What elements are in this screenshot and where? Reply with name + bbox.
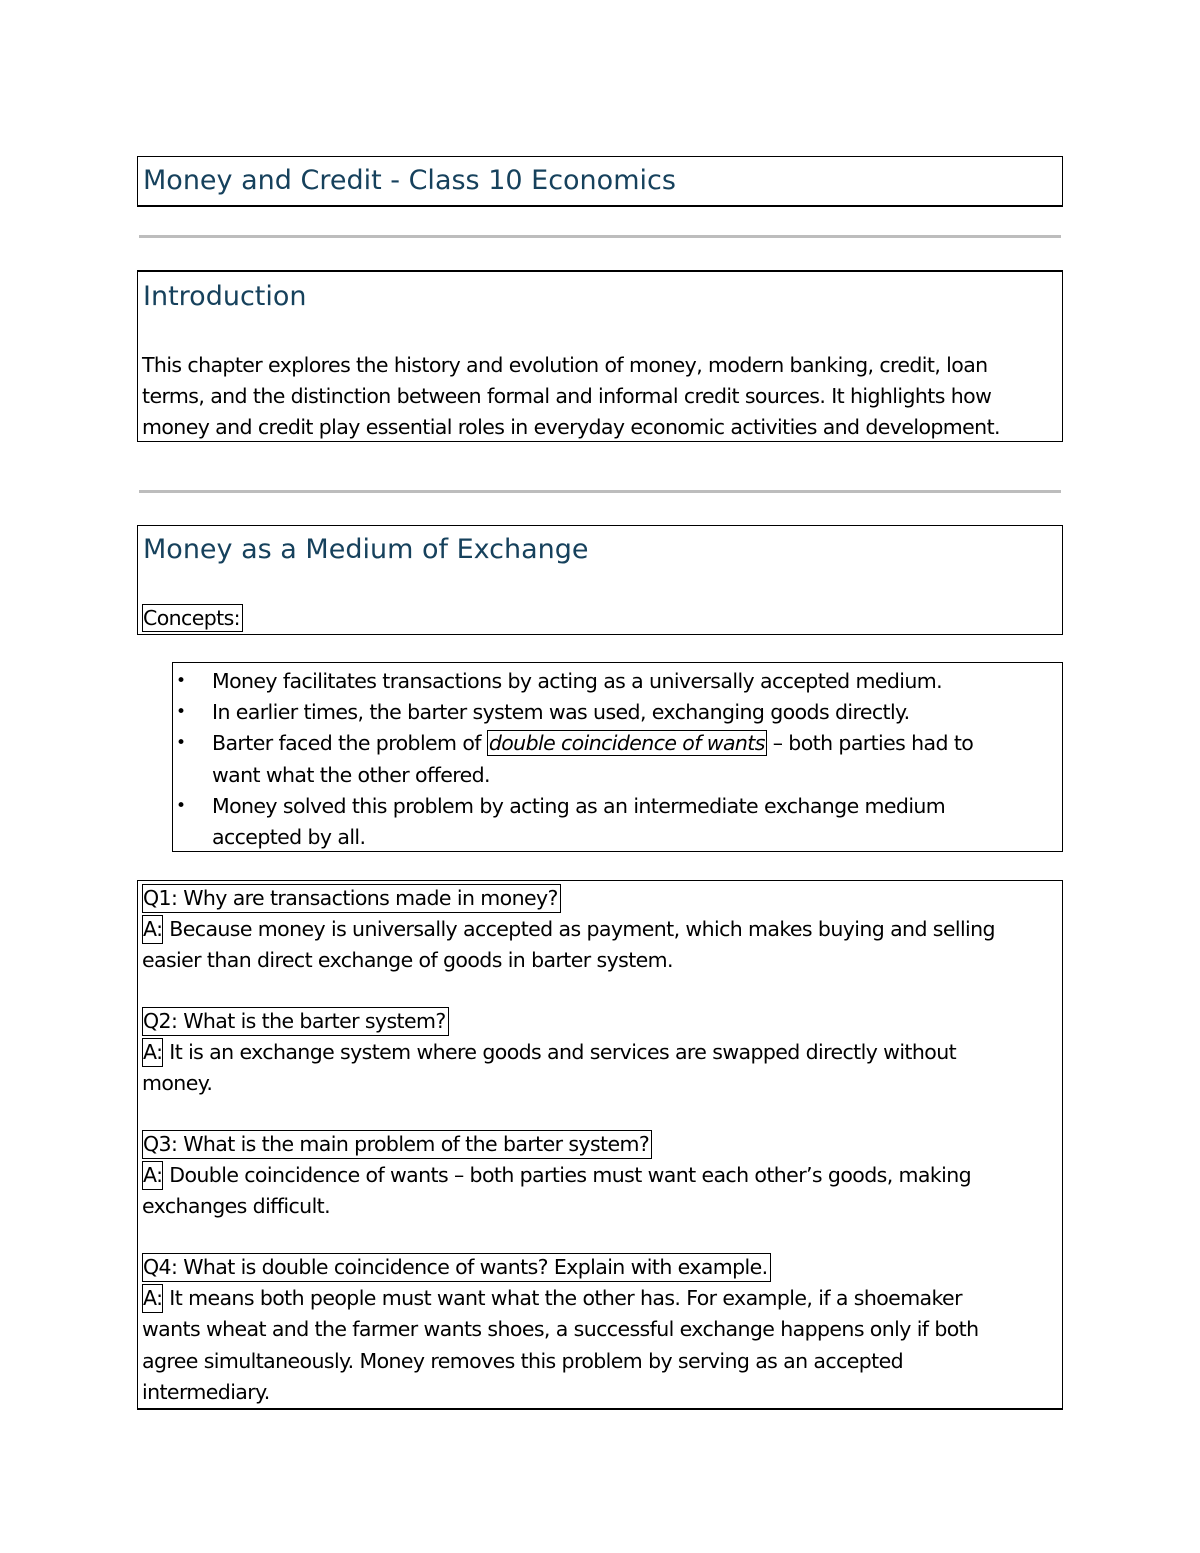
qa-item: [142, 883, 1060, 977]
divider: [139, 490, 1061, 493]
answer-tag: A:: [142, 1038, 163, 1067]
title-box: [137, 156, 1063, 207]
list-item-text: Money solved this problem by acting as an intermediate exchange medium: [212, 793, 946, 818]
bullet-icon: •: [176, 733, 186, 754]
qa-item: [142, 1252, 1060, 1408]
bullet-icon: •: [176, 702, 186, 723]
qa-section: [137, 880, 1063, 1410]
emphasis-term: double coincidence of wants: [488, 731, 765, 756]
list-item-text: want what the other offered.: [212, 762, 490, 787]
answer-text: exchanges difficult.: [142, 1194, 331, 1219]
list-item: [173, 697, 1062, 728]
answer-text: Because money is universally accepted as payment, which makes buying and selling: [163, 917, 995, 942]
answer-tag: A:: [142, 1161, 163, 1190]
introduction-heading: Introduction: [143, 281, 307, 312]
bullet-icon: •: [176, 795, 186, 816]
list-item-text: Money facilitates transactions by acting as a universally accepted medium.: [212, 669, 943, 693]
introduction-line: money and credit play essential roles in everyday economic activities and development.: [142, 415, 1000, 440]
introduction-line: This chapter explores the history and evolution of money, modern banking, credit, loan: [142, 353, 988, 377]
list-item: [173, 791, 1062, 853]
list-item: [173, 728, 1062, 790]
list-item-text: Barter faced the problem of: [212, 731, 487, 756]
qa-item: [142, 1006, 1060, 1100]
answer-tag: A:: [142, 1284, 163, 1313]
question: Q2: What is the barter system?: [142, 1007, 449, 1036]
question: Q3: What is the main problem of the barter system?: [142, 1130, 652, 1159]
list-item-text: In earlier times, the barter system was used, exchanging goods directly.: [212, 700, 910, 725]
divider: [139, 235, 1061, 238]
page-title: Money and Credit - Class 10 Economics: [143, 165, 676, 196]
list-item-text: accepted by all.: [212, 825, 366, 850]
answer-text: easier than direct exchange of goods in barter system.: [142, 948, 673, 973]
answer-text: agree simultaneously. Money removes this problem by serving as an accepted: [142, 1348, 904, 1373]
answer-text: money.: [142, 1071, 213, 1096]
list-item-text: – both parties had to: [766, 731, 974, 756]
medium-heading: Money as a Medium of Exchange: [143, 534, 589, 565]
answer-tag: A:: [142, 915, 163, 944]
qa-item: [142, 1129, 1060, 1223]
introduction-section: [137, 270, 1063, 442]
introduction-text: [142, 350, 1060, 444]
concepts-list: [172, 662, 1063, 852]
concepts-label: Concepts:: [142, 604, 243, 632]
introduction-line: terms, and the distinction between formal and informal credit sources. It highlights how: [142, 384, 992, 409]
answer-text: It means both people must want what the other has. For example, if a shoemaker: [163, 1286, 962, 1311]
bullet-icon: •: [176, 671, 186, 691]
answer-text: wants wheat and the farmer wants shoes, a successful exchange happens only if both: [142, 1317, 979, 1342]
list-item: [173, 666, 1062, 697]
medium-of-exchange-section: [137, 525, 1063, 635]
question: Q4: What is double coincidence of wants? Explain with example.: [142, 1253, 771, 1282]
answer-text: It is an exchange system where goods and services are swapped directly without: [163, 1040, 957, 1065]
question: Q1: Why are transactions made in money?: [142, 884, 561, 913]
answer-text: intermediary.: [142, 1379, 270, 1404]
answer-text: Double coincidence of wants – both parties must want each other’s goods, making: [163, 1163, 972, 1188]
